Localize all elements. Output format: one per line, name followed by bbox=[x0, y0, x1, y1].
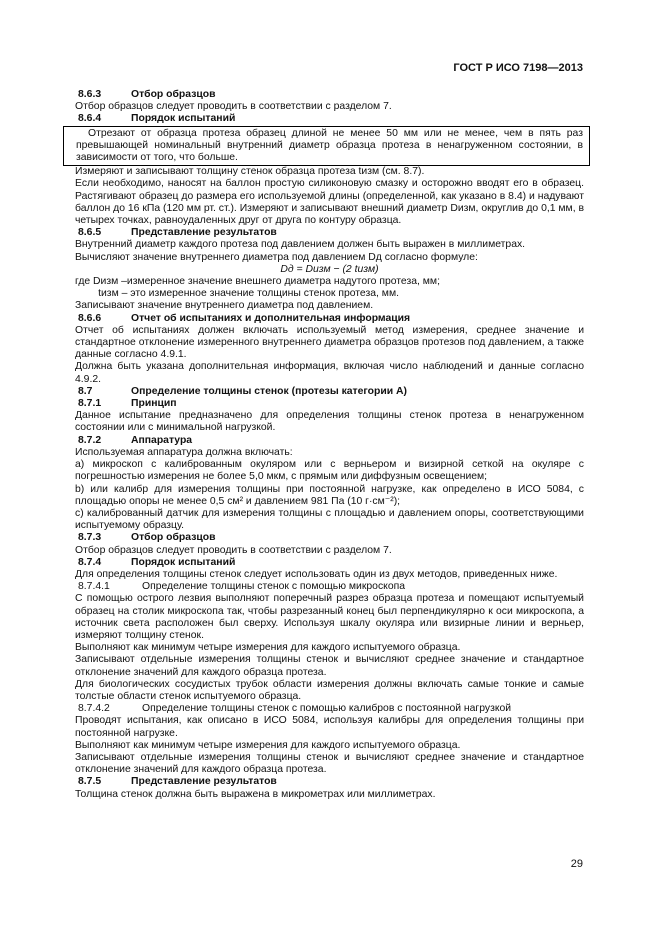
section-number: 8.7.3 bbox=[78, 532, 102, 544]
section-number: 8.6.4 bbox=[78, 113, 102, 125]
paragraph: Используемая аппаратура должна включать: bbox=[75, 446, 293, 458]
section-heading bbox=[75, 703, 584, 715]
paragraph: Должна быть указана дополнительная информация, включая число наблюдений и данные согласно 4.9.2. bbox=[75, 361, 587, 385]
section-heading bbox=[75, 386, 584, 398]
paragraph: Проводят испытания, как описано в ИСО 5084, используя калибры для определения толщины при постоянной нагрузке. bbox=[75, 715, 587, 739]
section-title: Определение толщины стенок с помощью микроскопа bbox=[142, 581, 405, 593]
paragraph: с) калиброванный датчик для измерения толщины с площадью и давлением опоры, соответствующими испытуемому образцу. bbox=[75, 507, 587, 532]
paragraph: а) микроскоп с калиброванным окуляром или с верньером и визирной сеткой на окуляре с погрешностью измерения не более 5,0 мкм, с прямым или диффузным освещением; bbox=[75, 459, 587, 483]
section-heading bbox=[75, 776, 584, 788]
section-title: Определение толщины стенок (протезы категории А) bbox=[131, 385, 407, 397]
section-title: Отбор образцов bbox=[131, 89, 216, 100]
paragraph: Отбор образцов следует проводить в соответствии с разделом 7. bbox=[75, 101, 392, 113]
section-heading bbox=[75, 89, 584, 101]
paragraph: Отбор образцов следует проводить в соответствии с разделом 7. bbox=[75, 544, 392, 556]
paragraph: Выполняют как минимум четыре измерения для каждого испытуемого образца. bbox=[75, 739, 461, 751]
section-number: 8.6.6 bbox=[78, 312, 102, 324]
paragraph: Записывают отдельные измерения толщины стенок и вычисляют среднее значение и стандартное отклонение значений для каждого образца протеза. bbox=[75, 654, 587, 678]
page-number: 29 bbox=[570, 858, 583, 870]
paragraph: Для биологических сосудистых трубок области измерения должны включать самые тонкие и самые толстые области стенок испытуемого образца. bbox=[75, 678, 587, 702]
section-heading bbox=[75, 227, 584, 239]
section-number: 8.6.5 bbox=[78, 227, 102, 239]
section-title: Представление результатов bbox=[131, 227, 277, 239]
paragraph: Отчет об испытаниях должен включать используемый метод измерения, среднее значение и стандартное отклонение измеренного внутреннего диаметра образцов протезов под давлением, а также данные согласно 4.9.1. bbox=[75, 324, 587, 361]
section-number: 8.6.3 bbox=[78, 89, 102, 100]
section-title: Представление результатов bbox=[131, 776, 277, 788]
section-heading bbox=[75, 398, 584, 410]
section-title: Аппаратура bbox=[131, 434, 193, 446]
paragraph: Записывают отдельные измерения толщины стенок и вычисляют среднее значение и стандартное отклонение значений для каждого образца протеза. bbox=[75, 751, 587, 776]
section-number: 8.7.5 bbox=[78, 776, 102, 788]
paragraph: Толщина стенок должна быть выражена в микрометрах или миллиметрах. bbox=[75, 788, 436, 800]
highlighted-paragraph: Отрезают от образца протеза образец длиной не менее 50 мм или не менее, чем в пять раз превышающей номинальный внутренний диаметр образца протеза в ненагруженном состоянии, в зависимости от того, что больше. bbox=[63, 126, 590, 167]
section-heading bbox=[75, 557, 584, 569]
paragraph: Записывают значение внутреннего диаметра под давлением. bbox=[75, 300, 374, 312]
paragraph: tизм – это измеренное значение толщины стенок протеза, мм. bbox=[75, 288, 399, 300]
section-title: Отбор образцов bbox=[131, 532, 216, 544]
paragraph: Измеряют и записывают толщину стенок образца протеза tизм (см. 8.7). bbox=[75, 166, 425, 178]
section-heading bbox=[75, 113, 584, 125]
section-number: 8.7.4 bbox=[78, 556, 102, 568]
section-number: 8.7.4.2 bbox=[78, 703, 110, 715]
section-heading bbox=[75, 532, 584, 544]
paragraph: Выполняют как минимум четыре измерения для каждого испытуемого образца. bbox=[75, 642, 461, 654]
paragraph: Вычисляют значение внутреннего диаметра под давлением Dд согласно формуле: bbox=[75, 251, 478, 263]
paragraph: Внутренний диаметр каждого протеза под давлением должен быть выражен в миллиметрах. bbox=[75, 239, 526, 251]
paragraph: b) или калибр для измерения толщины при постоянной нагрузке, как определено в ИСО 5084, с площадью опоры не менее 0,5 см² и давлением 981 Па (10 г·см⁻²); bbox=[75, 483, 587, 507]
paragraph: Для определения толщины стенок следует использовать один из двух методов, приведенных ниже. bbox=[75, 568, 558, 580]
section-title: Отчет об испытаниях и дополнительная информация bbox=[131, 312, 411, 324]
section-title: Определение толщины стенок с помощью калибров с постоянной нагрузкой bbox=[142, 703, 512, 715]
section-heading bbox=[75, 313, 584, 325]
section-heading bbox=[75, 581, 584, 593]
section-number: 8.7.1 bbox=[78, 398, 102, 410]
section-number: 8.7 bbox=[78, 385, 93, 397]
section-title: Порядок испытаний bbox=[131, 556, 236, 568]
section-heading bbox=[75, 435, 584, 447]
section-title: Принцип bbox=[131, 398, 177, 410]
document-header: ГОСТ Р ИСО 7198—2013 bbox=[453, 62, 583, 74]
section-number: 8.7.2 bbox=[78, 434, 102, 446]
paragraph: Данное испытание предназначено для определения толщины стенок протеза в ненагруженном состоянии или с минимальной нагрузкой. bbox=[75, 410, 587, 434]
paragraph: где Dизм –измеренное значение внешнего диаметра надутого протеза, мм; bbox=[75, 276, 440, 288]
section-number: 8.7.4.1 bbox=[78, 581, 110, 593]
document-body bbox=[75, 89, 587, 801]
paragraph: Если необходимо, наносят на баллон простую силиконовую смазку и осторожно вводят его в образец. Растягивают образец до размера его используемой длины (определенной, как указано в 8.4) и надувают баллон до 16 кПа (120 мм рт. ст.). Измеряют и записывают внешний диаметр Dизм, округлив до 0,1 мм, в четырех точках, равноудаленных друг от друга по контуру образца. bbox=[75, 178, 587, 227]
section-title: Порядок испытаний bbox=[131, 113, 236, 125]
paragraph: С помощью острого лезвия выполняют поперечный разрез образца протеза и помещают испытуемый образец на столик микроскопа так, чтобы разрезанный конец был перпендикулярно к оси микроскопа, а источник света расположен был сверху. Используя шкалу окуляра или визирные линии и верньер, измеряют толщину стенок. bbox=[75, 593, 587, 641]
formula: Dд = Dизм − (2 tизм) bbox=[280, 263, 379, 275]
